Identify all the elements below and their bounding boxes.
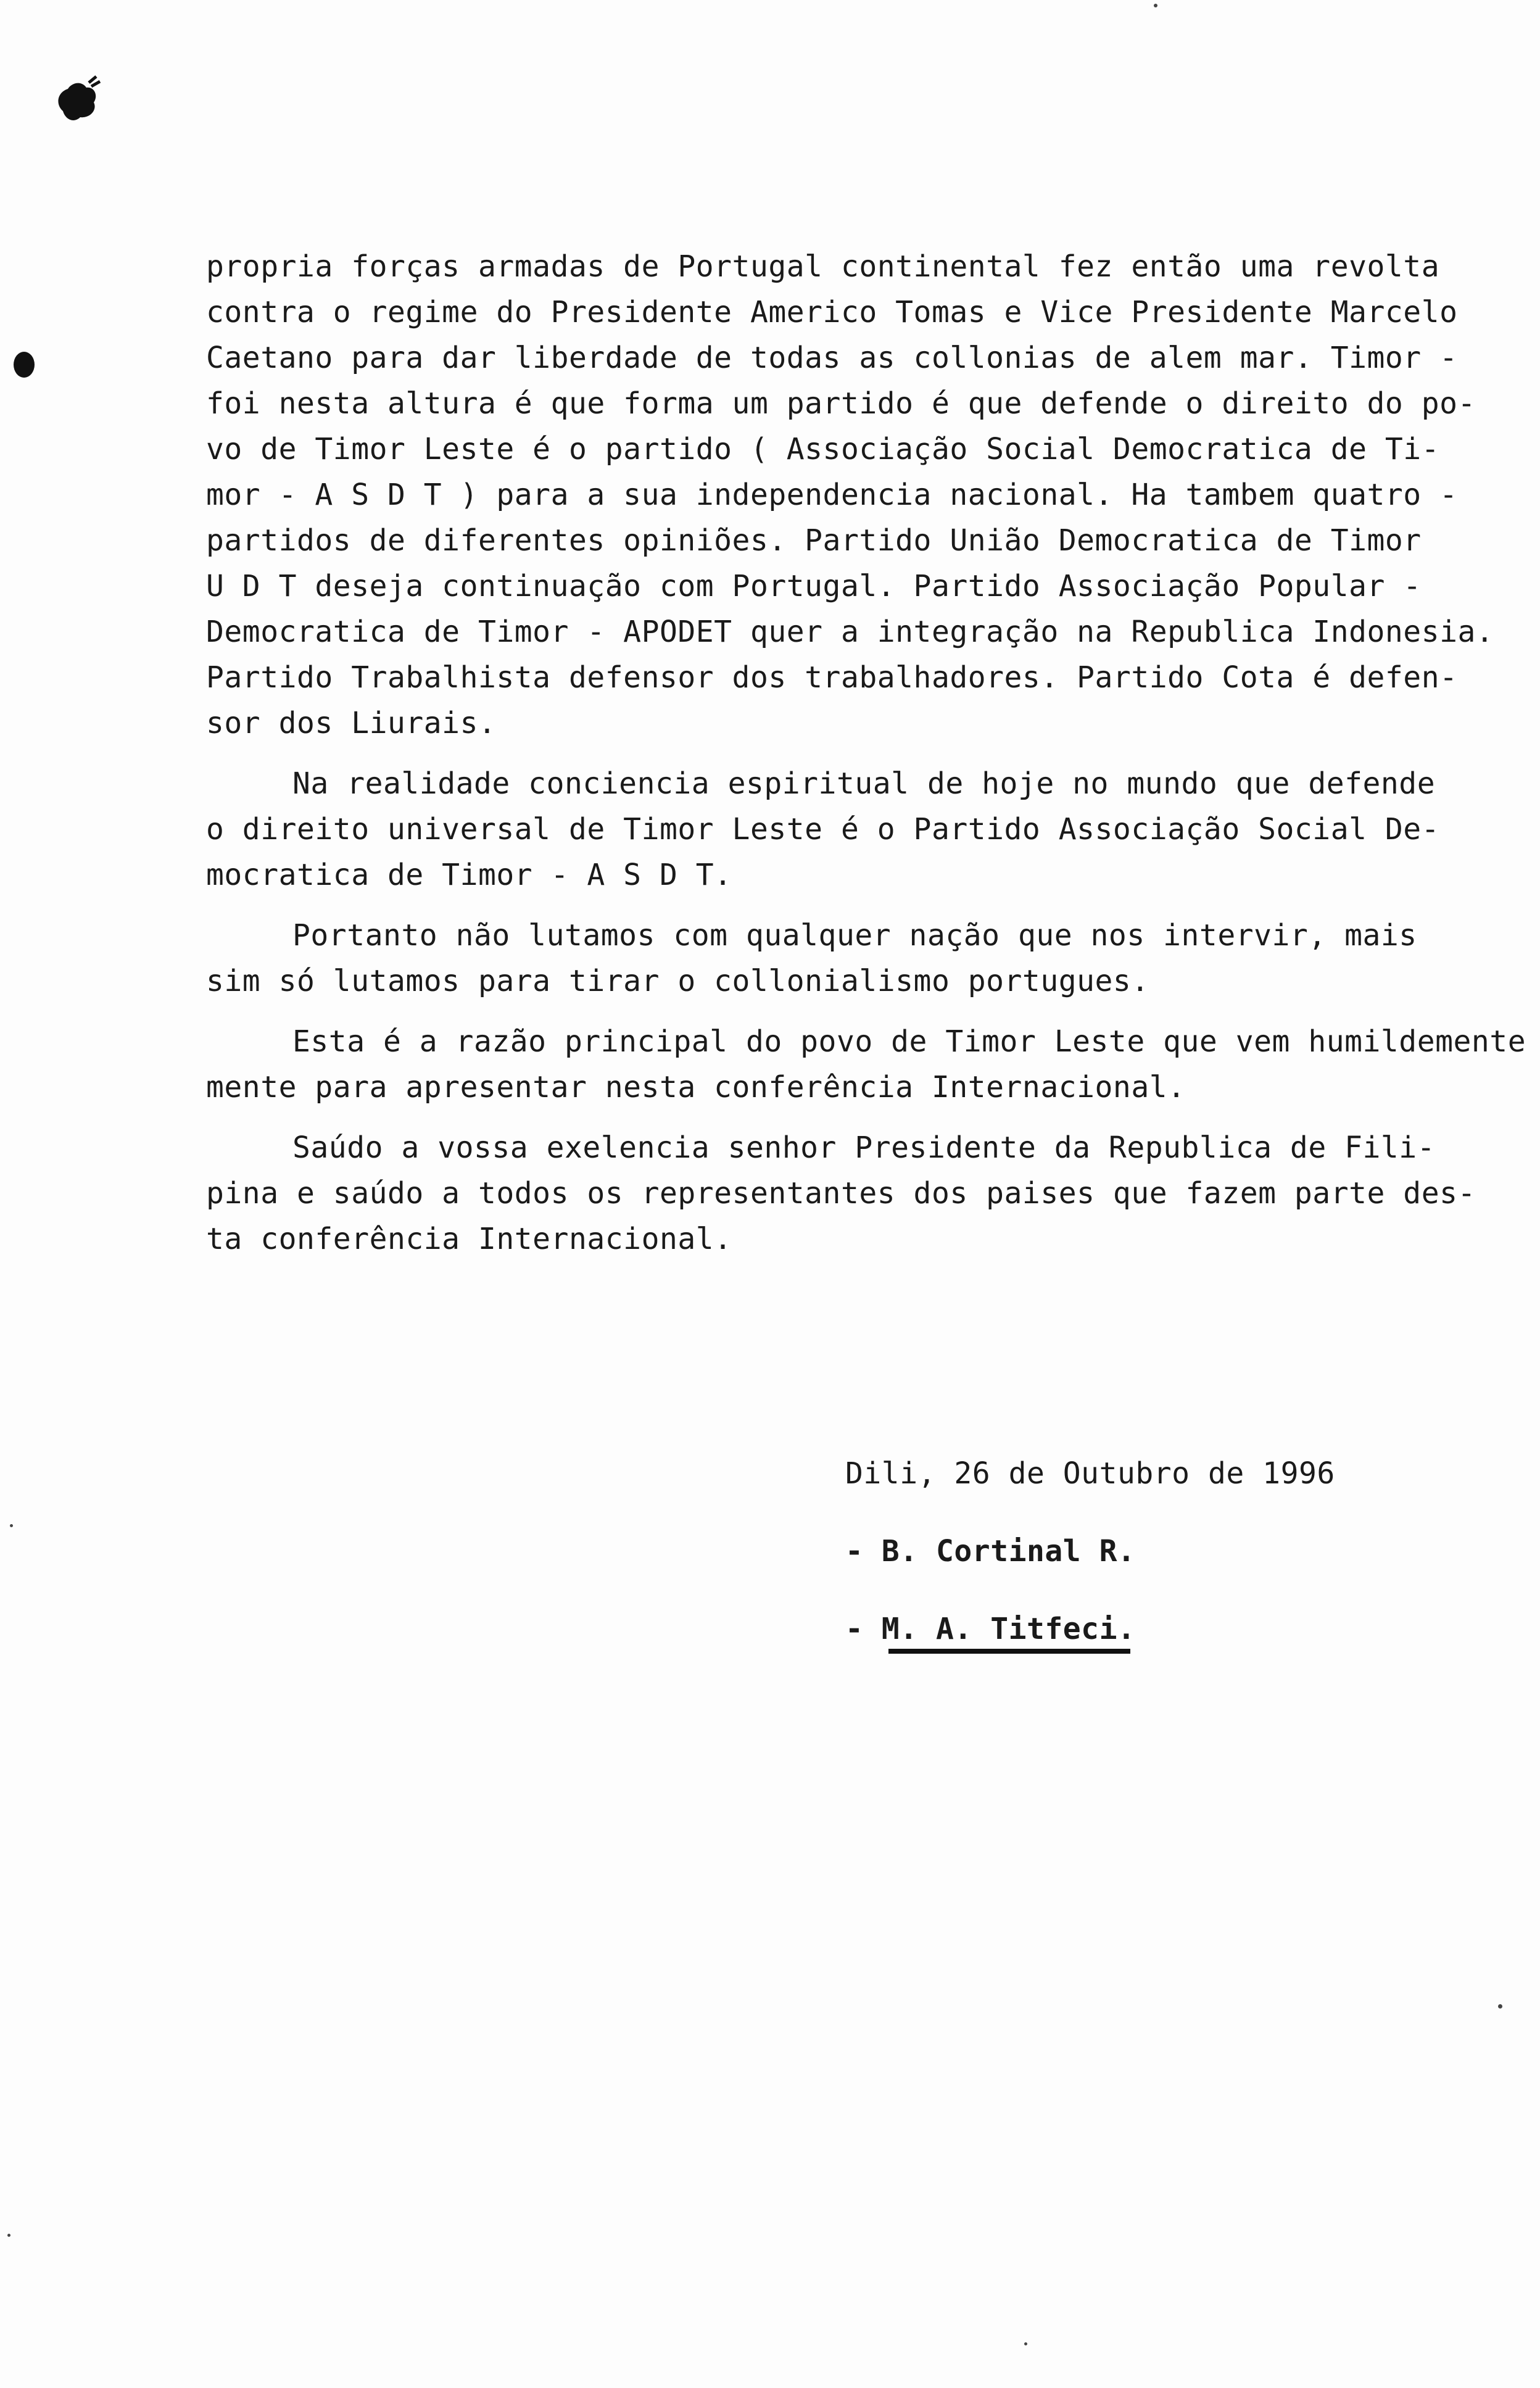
scan-speck [10, 1524, 13, 1527]
punch-hole [14, 352, 35, 378]
text-line: Saúdo a vossa exelencia senhor Presidente da Republica de Fili- [292, 1130, 1436, 1165]
text-line: Democratica de Timor - APODET quer a integração na Republica Indonesia. [206, 615, 1494, 649]
text-line: sor dos Liurais. [206, 706, 497, 740]
paragraph-4 [206, 1019, 1526, 1110]
signatory-line: - B. Cortinal R. [845, 1534, 1136, 1569]
paragraph-2 [206, 761, 1471, 898]
paragraph-1 [206, 244, 1494, 746]
text-line: sim só lutamos para tirar o collonialismo portugues. [206, 964, 1149, 998]
text-line: contra o regime do Presidente Americo Tomas e Vice Presidente Marcelo [206, 295, 1458, 330]
scan-speck [1154, 4, 1157, 7]
scan-speck [1498, 2004, 1502, 2009]
ink-blot-mark [51, 74, 104, 127]
text-line: Na realidade conciencia espiritual de hoje no mundo que defende [292, 766, 1436, 801]
letter-body [206, 244, 1526, 1262]
paragraph-3 [206, 913, 1471, 1004]
text-line: o direito universal de Timor Leste é o Partido Associação Social De- [206, 812, 1440, 847]
text-line: Portanto não lutamos com qualquer nação que nos intervir, mais [292, 918, 1417, 953]
text-line: mente para apresentar nesta conferência Internacional. [206, 1070, 1186, 1105]
signatory-line: - M. A. Titfeci. [845, 1612, 1136, 1646]
text-line: pina e saúdo a todos os representantes dos paises que fazem parte des- [206, 1176, 1476, 1211]
text-line: Caetano para dar liberdade de todas as collonias de alem mar. Timor - [206, 341, 1458, 375]
letter-closing [845, 1435, 1401, 1668]
text-line: mor - A S D T ) para a sua independencia nacional. Ha tambem quatro - [206, 478, 1458, 512]
text-line: U D T deseja continuação com Portugal. Partido Associação Popular - [206, 569, 1422, 603]
text-line: partidos de diferentes opiniões. Partido União Democratica de Timor [206, 523, 1422, 558]
text-line: vo de Timor Leste é o partido ( Associação Social Democratica de Ti- [206, 432, 1440, 466]
text-line: Partido Trabalhista defensor dos trabalhadores. Partido Cota é defen- [206, 660, 1458, 695]
text-line: mocratica de Timor - A S D T. [206, 858, 732, 892]
date-line: Dili, 26 de Outubro de 1996 [845, 1456, 1335, 1491]
scan-speck [1024, 2342, 1027, 2345]
text-line: Esta é a razão principal do povo de Timor Leste que vem humildemente [292, 1024, 1526, 1059]
text-line: propria forças armadas de Portugal continental fez então uma revolta [206, 249, 1440, 284]
scan-speck [7, 2234, 10, 2237]
paragraph-5 [206, 1125, 1476, 1262]
text-line: foi nesta altura é que forma um partido é que defende o direito do po- [206, 386, 1476, 421]
text-line: ta conferência Internacional. [206, 1222, 732, 1256]
signature-underline [888, 1649, 1130, 1654]
